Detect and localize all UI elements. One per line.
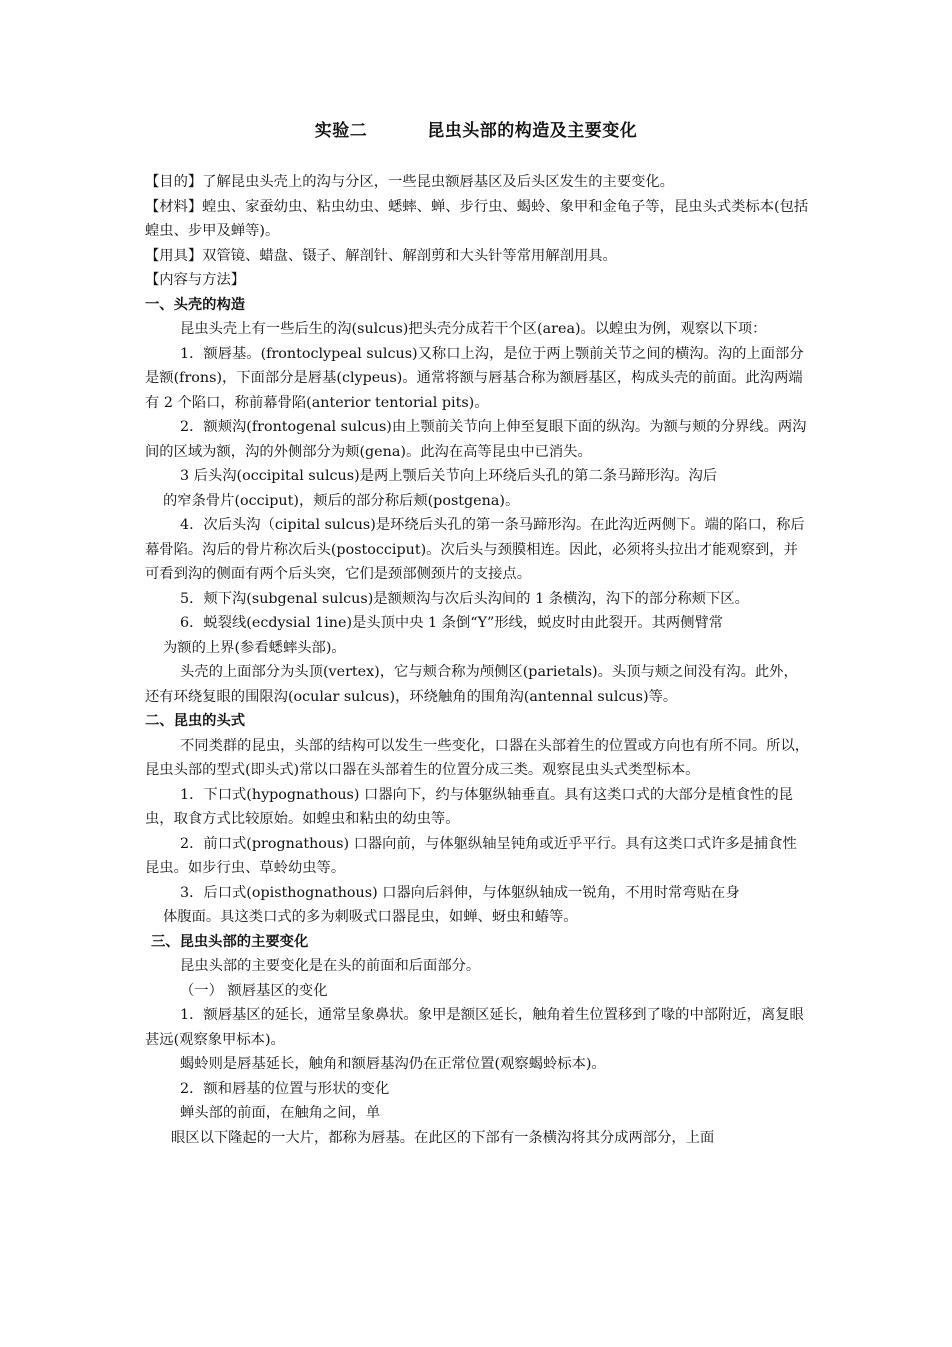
document-body [145,170,810,1150]
subsection-heading: （一） 额唇基区的变化 [180,982,328,999]
paragraph: 3 后头沟(occipital sulcus)是两上颚后关节向上环绕后头孔的第二条马蹄形沟。沟后 [180,468,718,484]
paragraph: 头壳的上面部分为头顶(vertex)，它与颊合称为颅侧区(parietals)。头顶与颊之间没有沟。此外，还有环绕复眼的围限沟(ocular sulcus)，环绕触角的围角沟(antennal sulcus)等。 [145,664,798,705]
paragraph: 昆虫头部的主要变化是在头的前面和后面部分。 [180,958,481,974]
paragraph: 1．额唇基区的延长，通常呈象鼻状。象甲是额区延长，触角着生位置移到了喙的中部附近，离复眼甚远(观察象甲标本)。 [145,1007,804,1048]
paragraph: 2．额颊沟(frontogenal sulcus)由上颚前关节向上伸至复眼下面的纵沟。为额与颊的分界线。两沟间的区域为额，沟的外侧部分为颊(gena)。此沟在高等昆虫中已消失。 [145,419,807,460]
paragraph: 2．前口式(prognathous) 口器向前，与体躯纵轴呈钝角或近乎平行。具有这类口式许多是捕食性昆虫。如步行虫、草蛉幼虫等。 [145,835,797,876]
purpose-paragraph: 【目的】了解昆虫头壳上的沟与分区，一些昆虫额唇基区及后头区发生的主要变化。 [145,174,674,190]
content-method-label: 【内容与方法】 [145,272,246,288]
paragraph: 的窄条骨片(occiput)，颊后的部分称后颊(postgena)。 [163,492,520,509]
section-heading-2: 二、昆虫的头式 [145,713,246,729]
paragraph: 1．下口式(hypognathous) 口器向下，约与体躯纵轴垂直。具有这类口式的大部分是植食性的昆虫，取食方式比较原始。如蝗虫和粘虫的幼虫等。 [145,786,793,827]
title-experiment-number: 实验二 [314,121,368,141]
paragraph: 眼区以下隆起的一大片，都称为唇基。在此区的下部有一条横沟将其分成两部分，上面 [171,1129,715,1146]
page-title [0,116,952,141]
paragraph: 5．颊下沟(subgenal sulcus)是额颊沟与次后头沟间的 1 条横沟，沟下的部分称颊下区。 [180,590,749,607]
paragraph: 体腹面。具这类口式的多为刺吸式口器昆虫，如蝉、蚜虫和蝽等。 [163,909,578,925]
section-heading-3: 三、昆虫头部的主要变化 [151,933,309,950]
paragraph: 不同类群的昆虫，头部的结构可以发生一些变化，口器在头部着生的位置或方向也有所不同。所以，昆虫头部的型式(即头式)常以口器在头部着生的位置分成三类。观察昆虫头式类型标本。 [145,737,810,778]
title-topic: 昆虫头部的构造及主要变化 [427,121,638,141]
tools-paragraph: 【用具】双管镜、蜡盘、镊子、解剖针、解剖剪和大头针等常用解剖用具。 [145,247,617,264]
paragraph: 1．额唇基。(frontoclypeal sulcus)又称口上沟，是位于两上颚前关节之间的横沟。沟的上面部分是额(frons)，下面部分是唇基(clypeus)。通常将额与唇基合称为额唇基区，构成头壳的前面。此沟两端有 2 个陷口，称前幕骨陷(anterior tentorial pits)。 [145,345,804,411]
section-heading-1: 一、头壳的构造 [145,296,246,313]
paragraph: 蝉头部的前面，在触角之间，单 [180,1105,381,1121]
paragraph: 为额的上界(参看蟋蟀头部)。 [163,639,346,656]
paragraph: 3．后口式(opisthognathous) 口器向后斜伸，与体躯纵轴成一锐角，不用时常弯贴在身 [180,884,740,901]
materials-paragraph: 【材料】蝗虫、家蚕幼虫、粘虫幼虫、蟋蟀、蝉、步行虫、蝎蛉、象甲和金龟子等，昆虫头式类标本(包括蝗虫、步甲及蝉等)。 [145,198,809,239]
paragraph: 4．次后头沟（cipital sulcus)是环绕后头孔的第一条马蹄形沟。在此沟近两侧下。端的陷口，称后幕骨陷。沟后的骨片称次后头(postocciput)。次后头与颈膜相连。因此，必须将头拉出才能观察到，并可看到沟的侧面有两个后头突，它们是颈部侧颈片的支接点。 [145,517,805,582]
paragraph: 6．蜕裂线(ecdysial 1ine)是头顶中央 1 条倒“Y”形线，蜕皮时由此裂开。其两侧臂常 [180,615,724,631]
paragraph: 昆虫头壳上有一些后生的沟(sulcus)把头壳分成若干个区(area)。以蝗虫为例，观察以下项： [180,321,767,337]
paragraph: 2．额和唇基的位置与形状的变化 [180,1080,390,1097]
paragraph: 蝎蛉则是唇基延长，触角和额唇基沟仍在正常位置(观察蝎蛉标本)。 [180,1056,606,1072]
